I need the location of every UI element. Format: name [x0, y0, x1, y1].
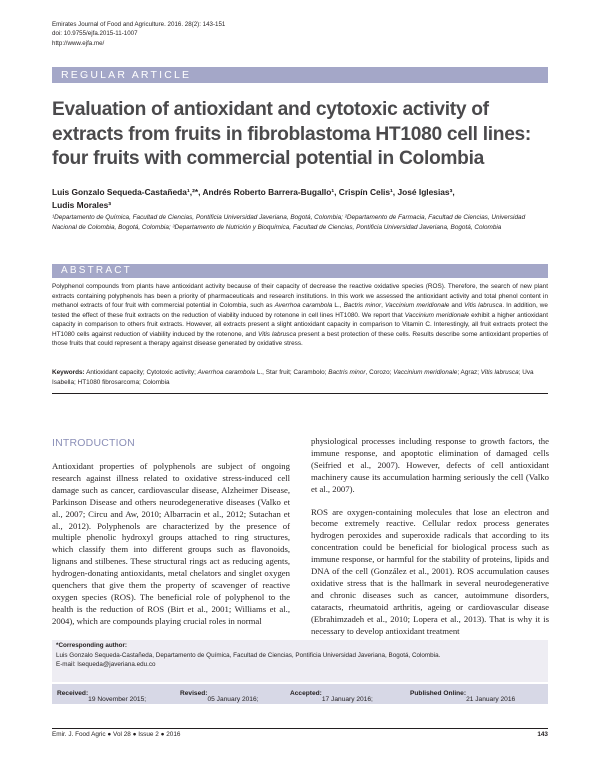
email-label: E-mail:	[56, 661, 76, 669]
abstract-label: ABSTRACT	[61, 265, 132, 276]
keyword-text: , Corozo;	[365, 369, 394, 376]
page-number: 143	[537, 731, 548, 738]
footer-divider	[52, 728, 548, 729]
keyword-text: ; Agraz;	[457, 369, 481, 376]
journal-url[interactable]: http://www.ejfa.me/	[52, 39, 105, 47]
intro-paragraph-3: ROS are oxygen-containing molecules that lose an electron and become extremely reactive. Cellular redox process generates hydrogen peroxides and superoxide radicals that according to its concentration could be beneficial for biological process such as immune response, or harmful for the stability of proteins, lipids and DNA of the cell (González et al., 2001). ROS accumulation causes oxidative stress that is the hallmark in several neurodegenerative and chronic diseases such as cancer, autoimmune disorders, cataracts, rheumatoid arthritis, ageing or cardiovascular disease (Ebrahimzadeh et al., 2010; Lopera et al., 2013). That is why it is necessary to develop antioxidant treatment	[311, 506, 549, 636]
abstract-text-6: exhibit a higher antioxidant capacity in comparison to others fruit extracts. However, all extracts present a slight antioxidant capacity in comparison to Vitamin C. Interestingly, all fruit extracts protect the HT1080 cells against reduction of viability induced by the rotenone, and	[52, 311, 548, 338]
keyword-text: L., Star fruit; Carambolo;	[255, 369, 329, 376]
article-dates	[52, 684, 548, 704]
accepted-label: Accepted:	[290, 690, 322, 697]
footer-journal-info: Emir. J. Food Agric ● Vol 28 ● Issue 2 ● 2016	[52, 731, 181, 738]
abstract-text-7: present a best protection of these cells. Results describe some antioxidant properties of those fruits that could represent a therapy against disease generated by oxidative stress.	[52, 330, 549, 347]
intro-paragraph-2: physiological processes including response to growth factors, the immune response, and apoptotic elimination of damaged cells (Seifried et al., 2007). However, defects of cell antioxidant machinery cause its accumulation harming seriously the cell (Valko et al., 2007).	[311, 436, 549, 494]
journal-metadata	[52, 20, 225, 48]
abstract-text-2: L.,	[332, 302, 344, 309]
accepted-date	[290, 690, 373, 703]
body-column-left	[52, 461, 290, 628]
keyword-species: Averrhoa carambola	[197, 369, 256, 376]
keyword-text: ; Uva Isabella; HT1080 fibrosarcoma; Colombia	[52, 369, 534, 386]
keyword-species: Bactris minor	[328, 369, 366, 376]
section-divider	[52, 393, 548, 394]
species-name: Vaccinium meridionale	[404, 311, 470, 319]
received-label: Received:	[57, 690, 89, 697]
species-name: Vitis labrusca	[258, 330, 297, 338]
authors-line-2: Ludis Morales³	[52, 199, 112, 210]
revised-value: 05 January 2016;	[207, 696, 259, 703]
keywords	[52, 368, 548, 387]
published-date	[410, 690, 516, 703]
revised-label: Revised:	[180, 690, 208, 697]
introduction-heading: INTRODUCTION	[52, 437, 135, 449]
title-line-1: Evaluation of antioxidant and cytotoxic activity of	[52, 99, 489, 120]
affiliations: ¹Departamento de Química, Facultad de Ciencias, Pontificia Universidad Javeriana, Bogotá, Colombia; ²Departamento de Farmacia, Facultad de Ciencias, Universidad Nacional de Colombia, Bogotá, Colombia; ³Departamento de Nutrición y Bioquímica, Facultad de Ciencias, Pontificia Universidad Javeriana, Bogotá, Colombia	[52, 214, 526, 231]
published-label: Published Online:	[410, 690, 467, 697]
abstract-text-3: ,	[381, 302, 386, 309]
abstract-text-4: and	[449, 302, 465, 309]
abstract-band	[52, 264, 548, 278]
journal-citation: Emirates Journal of Food and Agriculture. 2016. 28(2): 143-151	[52, 21, 226, 28]
keyword-text: Antioxidant capacity; Cytotoxic activity;	[84, 369, 198, 376]
abstract-text-1: Polyphenol compounds from plants have antioxidant activity because of their capacity of decrease the reactive oxidative species (ROS). Therefore, the search of new plant extracts containing polyphenols has been a priority of pharmaceuticals and research institutions. In this work we assessed the antioxidant activity and total phenol content in methanol extracts of four fruit with commercial potential in Colombia, such as	[52, 283, 548, 309]
species-name: Vitis labrusca	[464, 302, 503, 309]
article-title	[52, 98, 548, 172]
abstract-text-5: . In addition, we tested the effect of these fruit extracts on the reduction of viability induced by rotenone in cell lines HT1080. We report that	[52, 302, 548, 319]
title-line-2: extracts from fruits in fibroblastoma HT1080 cell lines:	[52, 123, 532, 145]
species-name: Bactris minor	[343, 302, 382, 309]
revised-date	[180, 690, 259, 703]
corresponding-label: *Corresponding author:	[56, 642, 128, 649]
page-footer	[52, 731, 548, 738]
species-name: Averrhoa carambola	[274, 302, 333, 309]
doi: doi: 10.9755/ejfa.2015-11-1007	[52, 30, 138, 38]
keywords-label: Keywords:	[52, 369, 85, 376]
corresponding-address: Luis Gonzalo Sequeda-Castañeda, Departamento de Química, Facultad de Ciencias, Pontificia Universidad Javeriana, Bogotá, Colombia.	[56, 651, 441, 659]
received-date	[57, 690, 147, 703]
accepted-value: 17 January 2016;	[321, 696, 373, 703]
title-line-3: four fruits with commercial potential in Colombia	[52, 148, 484, 169]
abstract-body	[52, 282, 548, 349]
author-list	[52, 186, 548, 211]
corresponding-email[interactable]: lsequeda@javeriana.edu.co	[75, 661, 156, 669]
published-value: 21 January 2016	[466, 696, 516, 703]
keyword-species: Vitis labrusca	[480, 369, 519, 376]
article-type-label: REGULAR ARTICLE	[61, 69, 192, 81]
received-value: 19 November 2015;	[88, 696, 147, 703]
keyword-species: Vaccinium meridionale	[393, 369, 458, 376]
intro-paragraph-1: Antioxidant properties of polyphenols are subject of ongoing research against illness related to oxidative stress-induced cell damage such as cancer, cardiovascular disease, Alzheimer Disease, Parkinson Disease and others neurodegenerative diseases (Valko et al., 2007; Circu and Aw, 2010; Albarracin et al., 2012; Sutachan et al., 2012). Polyphenols are characterized by the presence of multiple phenolic hydroxyl groups attached to ring structures, which classify them into different groups such as flavonoids, lignans and stilbenes. These structural rings act as reducing agents, hydrogen-donating antioxidants, metal chelators and singlet oxygen quenchers that give them the property of scavenger of reactive oxygen species (ROS). The beneficial role of polyphenol to the health is the reduction of ROS (Birt et al., 2001; Williams et al., 2004), which are compounds playing crucial roles in normal	[52, 461, 290, 626]
species-name: Vaccinium meridionale	[385, 302, 450, 309]
corresponding-author-box	[52, 640, 548, 682]
authors-line-1: Luis Gonzalo Sequeda-Castañeda¹,²*, Andrés Roberto Barrera-Bugallo¹, Crispín Celis¹, José Iglesias³,	[52, 187, 455, 197]
article-type-band	[52, 67, 548, 83]
body-column-right	[311, 436, 549, 638]
